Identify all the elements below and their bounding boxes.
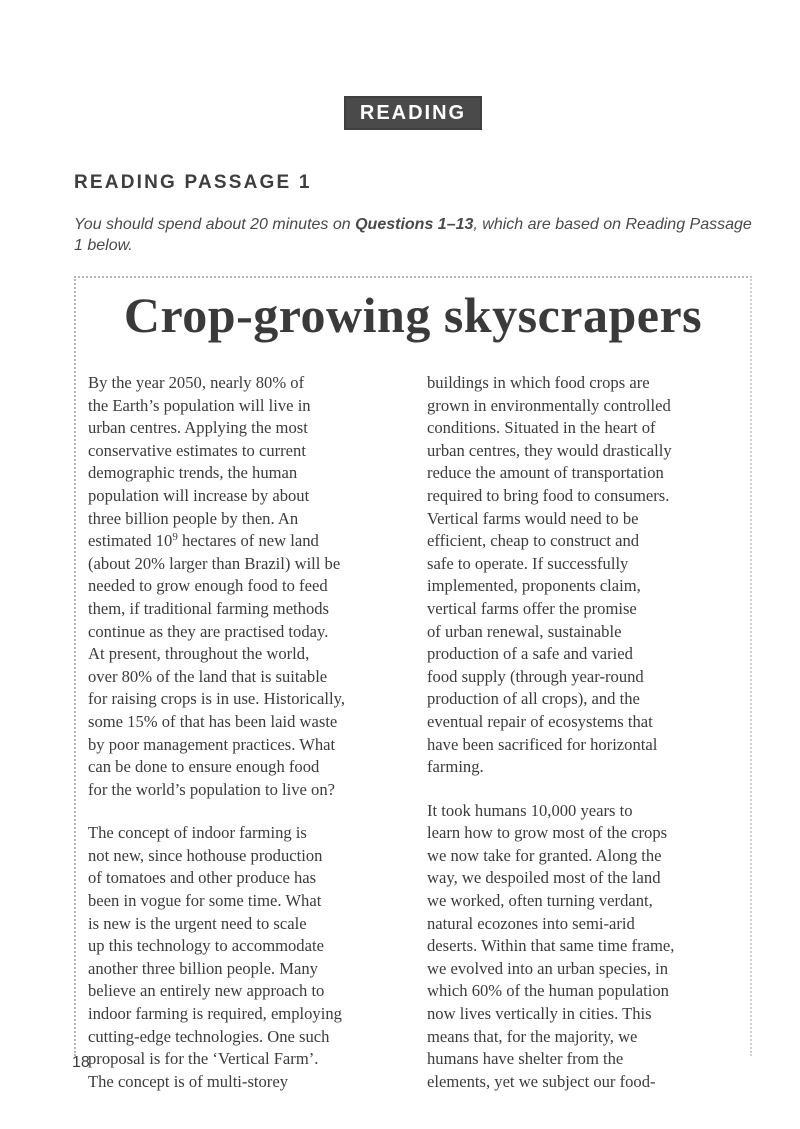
text-line: continue as they are practised today. — [88, 621, 329, 641]
text-line: of urban renewal, sustainable — [427, 621, 622, 641]
text-line: population will increase by about — [88, 485, 310, 505]
passage-column-right — [427, 372, 752, 1093]
text-line: now lives vertically in cities. This — [427, 1004, 652, 1024]
text-line: learn how to grow most of the crops — [427, 823, 668, 843]
instructions-text-1: You should spend about 20 minutes on — [74, 216, 356, 233]
text-line: deserts. Within that same time frame, — [427, 936, 675, 956]
text-line: over 80% of the land that is suitable — [88, 666, 328, 686]
text-line: efficient, cheap to construct and — [427, 531, 640, 551]
text-line: vertical farms offer the promise — [427, 598, 637, 618]
text-line: have been sacrificed for horizontal — [427, 734, 658, 754]
section-label-reading — [344, 96, 482, 130]
paragraph-3 — [427, 372, 752, 779]
text-line: humans have shelter from the — [427, 1049, 624, 1069]
text-line: believe an entirely new approach to — [88, 981, 325, 1001]
text-line: urban centres. Applying the most — [88, 418, 308, 438]
text-line: proposal is for the ‘Vertical Farm’. — [88, 1049, 319, 1069]
text-line: eventual repair of ecosystems that — [427, 711, 653, 731]
text-line: The concept of indoor farming is — [88, 823, 307, 843]
text-line: production of all crops), and the — [427, 689, 640, 709]
text-line: grown in environmentally controlled — [427, 395, 671, 415]
text-line: is new is the urgent need to scale — [88, 913, 307, 933]
text-line: we worked, often turning verdant, — [427, 891, 653, 911]
text-line: urban centres, they would drastically — [427, 440, 672, 460]
text-line: some 15% of that has been laid waste — [88, 711, 338, 731]
text-line: reduce the amount of transportation — [427, 463, 664, 483]
text-line: we now take for granted. Along the — [427, 845, 662, 865]
passage-title: Crop-growing skyscrapers — [123, 287, 703, 343]
text-line: by poor management practices. What — [88, 734, 336, 754]
text-line: we evolved into an urban species, in — [427, 958, 668, 978]
text-line: been in vogue for some time. What — [88, 891, 322, 911]
text-segment: hectares of new land — [177, 531, 319, 551]
instructions-text-2: , which are based on Reading Passage 1 below. — [74, 216, 752, 254]
text-line: required to bring food to consumers. — [427, 485, 670, 505]
text-line: needed to grow enough food to feed — [88, 576, 328, 596]
paragraph-2 — [88, 822, 413, 1093]
text-line: them, if traditional farming methods — [88, 598, 330, 618]
text-line: indoor farming is required, employing — [88, 1004, 342, 1024]
text-line: three billion people by then. An — [88, 508, 299, 528]
text-line: The concept is of multi-storey — [88, 1071, 288, 1091]
text-line: conditions. Situated in the heart of — [427, 418, 656, 438]
text-line: By the year 2050, nearly 80% of — [88, 373, 305, 392]
text-line: another three billion people. Many — [88, 958, 318, 978]
text-line: which 60% of the human population — [427, 981, 669, 1001]
text-line: not new, since hothouse production — [88, 845, 323, 865]
text-line: farming. — [427, 757, 484, 777]
text-line: production of a safe and varied — [427, 644, 633, 664]
text-line: of tomatoes and other produce has — [88, 868, 317, 888]
text-line: At present, throughout the world, — [88, 644, 310, 664]
text-line: It took humans 10,000 years to — [427, 800, 633, 820]
text-line: implemented, proponents claim, — [427, 576, 641, 596]
text-line: way, we despoiled most of the land — [427, 868, 661, 888]
text-line — [88, 530, 413, 553]
text-line: conservative estimates to current — [88, 440, 306, 460]
text-line: cutting-edge technologies. One such — [88, 1026, 330, 1046]
text-line: food supply (through year-round — [427, 666, 644, 686]
paragraph-4 — [427, 800, 752, 1094]
text-segment: estimated 10 — [88, 531, 173, 551]
text-line: buildings in which food crops are — [427, 373, 650, 392]
text-line: the Earth’s population will live in — [88, 395, 311, 415]
text-line: (about 20% larger than Brazil) will be — [88, 553, 341, 573]
text-line: up this technology to accommodate — [88, 936, 324, 956]
text-line: safe to operate. If successfully — [427, 553, 629, 573]
text-line: can be done to ensure enough food — [88, 757, 320, 777]
instructions-questions: Questions 1–13 — [355, 216, 474, 233]
paragraph-1 — [88, 372, 413, 801]
text-line: for the world’s population to live on? — [88, 779, 336, 799]
text-line: Vertical farms would need to be — [427, 508, 639, 528]
text-line: for raising crops is in use. Historically, — [88, 689, 346, 709]
section-label-text: READING — [359, 101, 467, 124]
page-number: 18 — [72, 1054, 90, 1071]
superscript-exponent: 9 — [172, 531, 178, 544]
instructions — [74, 214, 754, 256]
text-line: demographic trends, the human — [88, 463, 298, 483]
text-line: means that, for the majority, we — [427, 1026, 638, 1046]
passage-heading: READING PASSAGE 1 — [74, 172, 312, 193]
text-line: natural ecozones into semi-arid — [427, 913, 635, 933]
passage-column-left — [88, 372, 413, 1093]
text-line: elements, yet we subject our food- — [427, 1071, 656, 1091]
